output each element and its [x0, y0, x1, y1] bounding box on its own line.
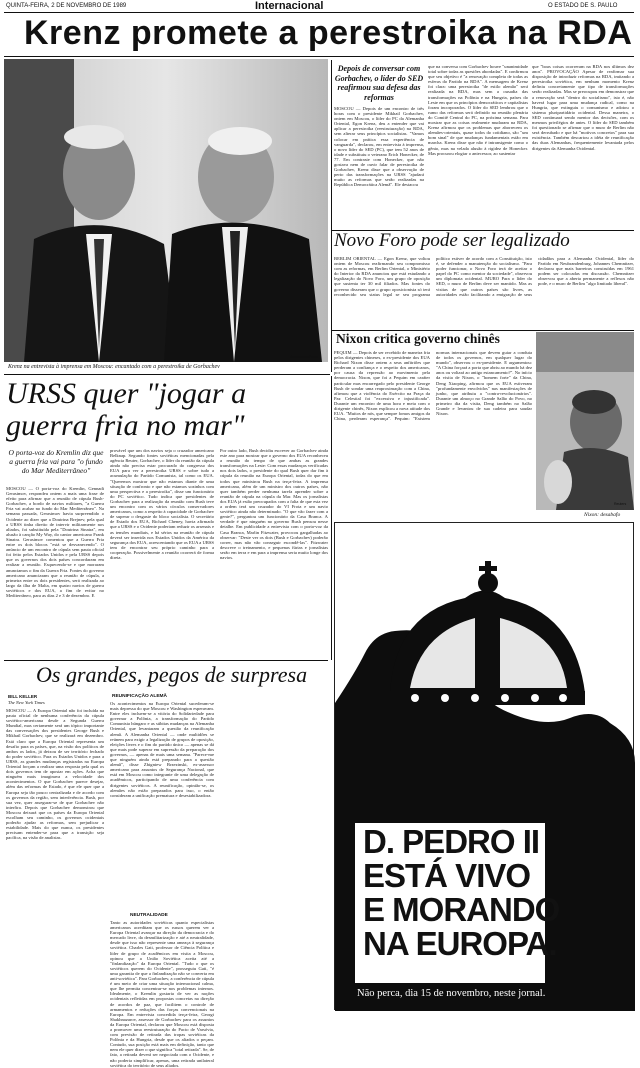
- nixon-headline: Nixon critica governo chinês: [336, 331, 500, 346]
- urss-deck: O porta-voz do Kremlin diz que a guerra fria vai para "o fundo do Mar Mediterrâneo": [8, 448, 104, 475]
- krenz-text-col3: que "boas coisas ocorreram na RDA nos últimos dez anos". PROVOCAÇÃO Apesar de reafirmar sua disposição de introduzir reformas na RDA, imitando a perestroika soviética, em nenhum momento Krenz definiu concretamente que tipo de transformações serão realizadas. Mas se preocupou em demonstrar que a renovação será "dentro do socialismo", isto é, não haverá lugar para uma mudança radical, como na Hungria, que extinguiu o comunismo e adotou o sistema pluripartidário ocidental. Dessa maneira, o SED continuará sendo mentor das decisões, com os mesmos privilégios de antes. O líder do SED também foi questionado se afirmar que o muro de Berlim não será derrubado e que há "motivos concretos" para sua existência. Também descartou a idéia de reunificação das duas Alemanhas, frequentemente levantada pelos dirigentes da Alemanha Ocidental.: [532, 64, 634, 151]
- surpresa-text-col1: MOSCOU — A Europa Oriental não foi incluída na pauta oficial de nenhuma conferência da cúpula soviético-americana desde a Segunda Guerra Mundial, mas certamente será um tópico importante das conversações dos presidentes George Bush e Mikhail Gorbachev, que se realizará em dezembro. Está claro que a Europa Oriental representa um desafio para os países, que, na visão dos políticos de ambos os lados, já deixou de ser território fechado do poder soviético. Para os Estados Unidos e para a URSS, as grandes mudanças registradas na Europa Oriental forçam a realizar uma resposta pela qual os dois governos tem de apostar em ações. Acha que ninguém mais imaginava a velocidade dos acontecimentos. O que Gorbachev parece desejar, além das reformas de Estado, é que ele quer que a Europa seja tão pouco centralizada e de acordo com os governos da região, sem interferência. Bush, por sua vez, quer assegurar-se de que Gorbachev não interfira. Depois que Gorbachev demonstrou que Moscou deixará que os países da Europa Oriental escolham seu caminho, os governos ocidentais poderão ajudar as reformas, sem prejudicar a estabilidade. Mais do que nunca, os presidentes precisam entender-se para que a transição seja pacífica, na visão de analistas.: [6, 708, 104, 841]
- ad-line3: E MORANDO: [363, 891, 560, 928]
- nixon-photo-caption: Nixon: desabafo: [584, 512, 621, 518]
- ad-footer: Não perca, dia 15 de novembro, neste jornal.: [357, 988, 546, 999]
- krenz-text-col1: MOSCOU — Depois de um encontro de três horas com o presidente Mikhail Gorbachev, ontem em Moscou, o líder do PC da Alemanha Oriental, Egon Krenz, deu a entender que vai aplicar a perestroika (reestruturação) na RDA, sem alterar seus princípios socialistas. "Vamos colocar em prática essa experiência de vanguarda", declarou, em entrevista à imprensa, o novo líder do SED (PC), que tem 52 anos de idade e substituiu o veterano Erich Honecker, de 77. Em contraste com Honecker, que não gostava nem de ouvir falar de perestroika de Gorbachev, Krenz disse que a observação de perto das transformações na URSS "ajudará muito as reformas que serão realizadas na República Democrática Alemã". Ele destacou: [334, 106, 424, 188]
- foro-text: BERLIM ORIENTAL — Egon Krenz, que voltou ontem de Moscou reafirmando seu compromisso com as reformas, em Berlim Oriental, o Ministério do Interior da RDA anunciou que está estudando a legalização do Novo Foro, um grupo de oposição que sustenta ter 30 mil filiados. Mas fontes do governo disseram que o grupo oposicionista só terá reconhecido seu status legal se seu programa político estiver de acordo com a Constituição, isto é, se defender a manutenção do socialismo. "Para poder funcionar, o Novo Foro terá de aceitar o papel do PC como mentor da sociedade", observou um diplomata ocidental. MURO Para o líder do SED, o muro de Berlim deve ser mantido. Mas as visitas de que outros países são livres, as autoridades estão facilitando a emigração de seus cidadãos para a Alemanha Ocidental, líder do Partido em Neubrandenburg, Johannes Chemnitzer, declarou que mais barreiras construídas em 1961 podem ser colocadas em discussão. Chemnitzer observou que a aberta permanente a reflexos não pode, e o muro de Berlim "algo limitado liberal".: [334, 256, 634, 297]
- header-date: QUINTA-FEIRA, 2 DE NOVEMBRO DE 1989: [6, 3, 127, 9]
- surpresa-text-col2b: Tanto as autoridades soviéticas quanto especialistas americanos acreditam que os russos querem ver a Europa Oriental avançar na direção da democracia e do mercado livre, da desmilitarização e até a neutralidade, desde que isso não represente uma ameaça à segurança soviética. Charles Gati, professor de Ciência Política e líder de grupo de acadêmicos em visita a Moscou, opinou que a União Soviética aceita até a "finlandização" da Europa Oriental. "Tudo o que os soviéticos querem do Ocidente", prosseguiu Gati, "é uma garantia de que a finlandização não se converta em anti-soviética". Para Gorbachev, a conferência de cúpula é um meio de criar uma situação internacional calma, que lhe permita concentrar-se nos problemas internos. Idealmente, o Kremlin gostaria de ver as nações ocidentais refletidas em propostas concretas na direção de acordos de paz, que facilitem o controle de armamentos e reduções das forças convencionais na Europa. Em entrevista concedida terça-feira, Georgi Shakhnazarov, assessor de Gorbachev para os assuntos da Europa Oriental, declarou que Moscou está disposta a promover uma reestruturação do Pacto de Varsóvia, com previsão de retirada das tropas soviéticas da Polônia e da Hungria, desde que os aliados o peçam. Contudo, sua posição está mais em definição, tanto que nem ele quer dizer o que significa "total retirada". Se, de fato, a retirada deverá ser negociada com o Ocidente, e não poderia simplificar, apenas, uma retirada unilateral soviética do território de seus aliados.: [110, 920, 215, 1068]
- nixon-photo-credit: Reuters: [614, 502, 627, 506]
- pedro-ad: [334, 522, 634, 1010]
- byline-outlet: The New York Times: [8, 700, 45, 705]
- header-rule: [4, 12, 634, 13]
- urss-text-col2: provável que um dos navios seja o cruzador americano Belknap. Segundo fontes soviéticas mencionadas pela agência Reuter, Gorbachev, o líder da reunião da cúpula ainda não precisa estar procurado do congresso dos EUA para ver a perestroika URSS e sobre tudo a acumulação do Partido Comunista, tal como os EUA. "Queremos mostrar que não estamos diante de uma situação de confronto e que não estamos sozinhos com uma perspectiva e a perestroika", disse um funcionário do PC soviético. Tudo indica que presidentes de Gorbachev para a realização da reunião com Bush teve um encontro com os vários círculos conservadores americanos, como a respeito à capacidade de Gorbachev de superar o desgaste do bloco socialista. O secretário de Estado dos EUA, Richard Cheney, havia afirmado que a URSS e o Ocidente poderiam reduzir os arsenais e as tensões mundiais, e há sérios na reunião de cúpula deverá ser inserida nos Estados Unidos da América da segurança dos EUA, acrescentando que os EUA a URSS tem de encontrar seu próprio caminho para a cooperação. Possivelmente a reunião ocorrerá de forma direta.: [110, 448, 214, 560]
- surpresa-subhead-2: NEUTRALIDADE: [130, 913, 168, 918]
- ad-line2: ESTÁ VIVO: [363, 857, 531, 894]
- krenz-photo: [4, 59, 328, 362]
- nixon-photo: [536, 332, 634, 510]
- ad-line4: NA EUROPA.: [363, 925, 557, 962]
- ad-line1: D. PEDRO II: [363, 823, 540, 860]
- krenz-photo-image: [4, 59, 328, 362]
- urss-headline: URSS quer "jogar a guerra fria no mar": [6, 377, 247, 442]
- surpresa-headline: Os grandes, pegos de surpresa: [36, 662, 308, 687]
- surpresa-text-col2: Os acontecimentos na Europa Oriental sucederam-se mais depressa do que Moscou e Washington esperavam. Entre eles incluem-se a vitória do Solidariedade para governar a Polônia, a transformação do Partido Comunista húngaro e as súbitas mudanças na Alemanha Oriental, que levantaram a questão da reunificação alemã. A Alemanha Oriental — onde multidões se reúnem para exigir a legalização de grupos de oposição, eleições livres e o fim do partido único — apenas se dá que mais pode superar em supressão da preparação dos governos, — apenas de mais uma semana. "Parece-me que ninguém ainda está preparado para a questão alemã", disse Zbigniew Brzezinski, ex-assessor americano para assuntos de Segurança Nacional, que está em Moscou como integrante de uma delegação de acadêmicos, participando de uma conferência com dirigentes soviéticos. A reunificação, opinião-se, os alemães não estão preparados para isso, o então consideram a unificação prematura e desestabilizadora.: [110, 701, 214, 798]
- foro-headline: Novo Foro pode ser legalizado: [334, 230, 570, 251]
- main-headline: Krenz promete a perestroika na RDA: [24, 14, 633, 52]
- urss-text-col1: MOSCOU — O porta-voz do Kremlin, Gennadi Gerasimov, respondeu ontem a mais uma frase de efeito para afirmar que a reunião de cúpula Bush-Gorbachev, a bordo de navios militares, "a Guerra Fria vai acabar no fundo do Mar Mediterrâneo". Na semana passada, Gerasimov havia surpreendido o Ocidente ao dizer que a Doutrina Brejnev, pela qual a URSS tinha direito de intervir militarmente nos aliados, foi substituída pela "Doutrina Sinatra", em alusão à canção My Way, do cantor americano Frank Sinatra. Gerasimov comentou que a Guerra Fria entre os dois blocos "está se desvanecendo". O anúncio de um encontro de cúpula sem pauta oficial foi feito pelos Estados Unidos e pela URSS depois que os governos dos dois países concordaram em realizar a reunião. Esquecendo-se e que moraram anunciamos o fim da Guerra Fria. Fontes do governo americano anunciaram que a reunião de cúpula, a primeira entre os dois presidentes, será realizada ao largo da ilha de Malta, em quatro navios de guerra soviéticos e dos EUA, a fim de evitar no Mediterrâneo, para as dias 2 e 3 de dezembro. E: [6, 486, 104, 598]
- urss-text-col3: Por outro lado, Bush decidiu escrever ao Gorbachev ainda este ano para mostrar que o governo dos EUA reconheceu a reunião do tempo de que ambas as grandes transformações na Leste: Com essas mudanças verificadas nos dois lados, o presidente do qual Bush quer dar fim à cúpula da reunião na Europa Oriental, todas do que em todos que ministrou Bush na terça-feira. A imprensa americana, além de um ministro dos outros países, não quer também perder nenhuma tarefa aprender sobre a reunião de cúpula na cúpula da Mar. Mas os jornalistas dos EUA já estão preocupados com a falta de que esta vez a ordem terá um cruzador do VI Frota e um navio soviético ainda não determinado. "O que vão fazer com a gente?", perguntou um funcionário da Casa Branca. A verdade é que ninguém no governo Bush pensou nesse detalhe. Em publicidade a entrevista com o porta-voz da Casa Branca, Marlin Fitzwater, provocou gargalhadas ao observar: "Deste ver os dois (Bush e Gorbachev) poderão correr, mas não vão conseguir escondê-las". Fitzwater descreve o treinamento, e pequenas fúrias e jornalistas serão em terra e em para a imprensa seria muito longe dos navios.: [220, 448, 328, 560]
- krenz-deck: Depois de conversar com Gorbachev, o líder do SED reafirmou sua defesa das reformas: [334, 64, 424, 102]
- header-paper: O ESTADO DE S. PAULO: [548, 3, 618, 9]
- header-section: Internacional: [255, 0, 324, 12]
- krenz-text-col2: que na conversa com Gorbachev houve "unanimidade total sobre todas as questões abordadas". E confirmou que seu objetivo é "a renovação completa de todas as esferas do Partido na RDA". A mensagem de Krenz foi clara: uma perestroika "de estilo alemão" será realizada na RDA, mas sem a ousadia das transformações na Polônia e na Hungria, países do Leste em que os princípios democráticos e capitalistas foram incorporados. O líder do SED lembrou que o rumo das reformas será definido na reunião plenária do Comitê Central do PC, na próxima semana. Para mostrar que as coisas realmente mudaram na RDA, Krenz afirmou que os problemas que aborrecem os alemães-orientais, quase todos do cotidiano, são "um bom sinal" de que mudanças fundamentais estão em marcha. Krenz disse que não é intransigente como o gênio, mas na velada alusão à rigidez de Honecker. Mas procurou elogiar o antecessor, ao sustentar: [428, 64, 528, 156]
- byline-name: BILL KELLER: [8, 694, 38, 699]
- krenz-photo-caption: Krenz na entrevista à imprensa em Moscou: encantado com a perestroika de Gorbachev: [8, 364, 220, 370]
- krenz-photo-credit: Associated Press: [290, 355, 318, 359]
- surpresa-subhead-1: REUNIFICAÇÃO ALEMÃ: [112, 694, 167, 699]
- surpresa-text-col3: [220, 694, 328, 1010]
- nixon-photo-image: [536, 332, 634, 510]
- nixon-text: PEQUIM — Depois de ser recebido de maneira fria pelos dirigentes chineses, o ex-presidente dos EUA Richard Nixon disse ontem a seus anfitriões que perderam a confiança e o respeito dos americanos, por causa da repressão ao movimento pela democracia. Nixon, que foi a Pequim em caráter particular mas encarregado pelo presidente George Bush de sondar uma reaproximação com a China, afirmou que a violência do Exército na Praça da Paz Celestial foi "excessiva e injustificada". Durante um encontro de uma hora e meia com o dirigente chinês, Nixon explicou a nova atitude dos EUA. "Muitos de nós, que sempre fomos amigos da China, perderam esperança". Pequim: "Existem normas internacionais que devem guiar a conduta de todos os governos, em qualquer lugar do mundo", observou o ex-presidente. E argumentou: "A China forçará a porta que abriu ao mundo há dez anos ou voltará ao antigo estancamento?". No início da visita de Nixon, o "homem forte" da China, Deng Xiaoping, afirmou que os EUA estiveram "profundamente envolvidos" nas manifestações de junho, que atribuiu a "contra-revolucionários". Durante um almoço no Grande Salão do Povo, no primeiro dia da visita, Deng também no Salão Grande e levantou de sua cadeira para saudar Nixon.: [334, 350, 532, 422]
